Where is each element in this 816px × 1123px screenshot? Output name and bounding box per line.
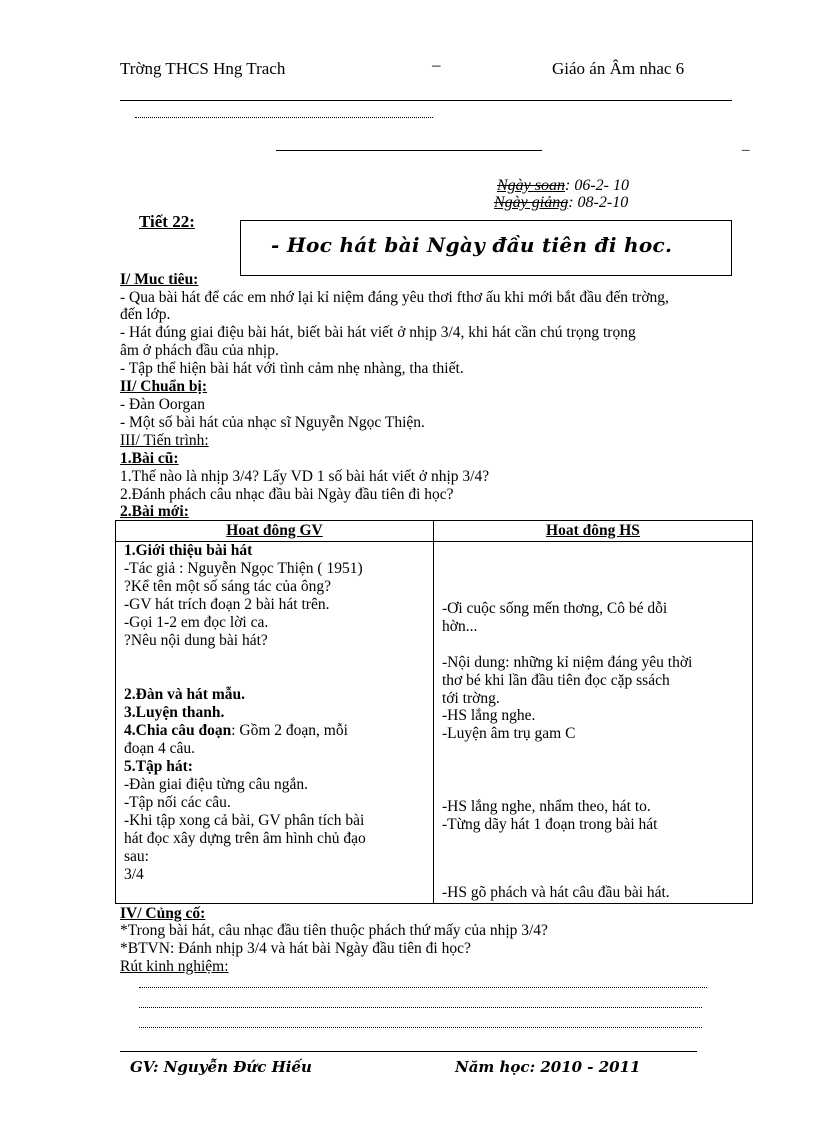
header-subject: Giáo án Âm nhac 6 xyxy=(552,59,685,78)
old-lesson-heading: 1.Bài cũ: xyxy=(120,450,179,467)
experience-dotted-line-3 xyxy=(139,1027,702,1028)
prep-date-value: : 06-2- 10 xyxy=(565,177,629,194)
experience-dotted-line-2 xyxy=(139,1007,702,1008)
lesson-title: - Hoc hát bài Ngày đầu tiên đi hoc. xyxy=(271,233,673,257)
hs-text-line: -HS lắng nghe. xyxy=(442,707,536,724)
prep-date xyxy=(497,177,629,195)
hs-text-line: hờn... xyxy=(442,618,478,635)
consolidation-line-1: *Trong bài hát, câu nhạc đầu tiên thuộc phách thứ mấy của nhịp 3/4? xyxy=(120,922,548,939)
objective-line-4: âm ở phách đầu của nhịp. xyxy=(120,342,279,359)
consolidation-heading: IV/ Củng cố: xyxy=(120,905,206,922)
gv-text-line: -Khi tập xong cả bài, GV phân tích bài xyxy=(124,812,365,829)
gv-activities-cell xyxy=(116,542,434,904)
hs-text-line: -HS gõ phách và hát câu đầu bài hát. xyxy=(442,884,670,901)
prep-date-label: Ngày soan xyxy=(497,177,565,194)
gv-section-4 xyxy=(124,722,348,740)
hs-text-line: -Từng dãy hát 1 đoạn trong bài hát xyxy=(442,816,658,833)
gv-text-line: -Đàn giai điệu từng câu ngắn. xyxy=(124,776,309,793)
gv-section-4-rest: : Gồm 2 đoạn, mỗi xyxy=(231,722,348,739)
gv-section-3-title: 3.Luyện thanh. xyxy=(124,704,225,721)
hs-text-line: tới trờng. xyxy=(442,690,500,707)
hs-text-line: -Nội dung: những kỉ niệm đáng yêu thời xyxy=(442,654,693,671)
gv-text-line: -Gọi 1-2 em đọc lời ca. xyxy=(124,614,269,631)
header-school: Trờng THCS Hng Trach xyxy=(120,59,286,78)
header-dash: – xyxy=(432,55,441,74)
gv-section-4-title: 4.Chia câu đoạn xyxy=(124,722,232,739)
old-lesson-question-2: 2.Đánh phách câu nhạc đầu bài Ngày đầu tiên đi học? xyxy=(120,486,454,503)
teach-date-value: : 08-2-10 xyxy=(568,194,629,211)
gv-text-line: ?Kể tên một số sáng tác của ông? xyxy=(124,578,332,595)
gv-text-line: sau: xyxy=(124,848,149,865)
activity-table xyxy=(115,520,753,904)
gv-text-line: 3/4 xyxy=(124,866,144,883)
experience-heading: Rút kinh nghiệm: xyxy=(120,958,229,975)
gv-text-line: -Tập nối các câu. xyxy=(124,794,231,811)
col-header-hs: Hoat đông HS xyxy=(434,521,753,542)
header-short-rule xyxy=(276,150,542,151)
footer-year: Năm học: 2010 - 2011 xyxy=(455,1058,641,1076)
objective-line-5: - Tập thể hiện bài hát với tình cảm nhẹ nhàng, tha thiết. xyxy=(120,360,464,377)
table-header-row xyxy=(116,521,753,542)
hs-activities-cell xyxy=(434,542,753,904)
table-row xyxy=(116,542,753,904)
objective-line-3: - Hát đúng giai điệu bài hát, biết bài hát viết ở nhịp 3/4, khi hát cần chú trọng trọng xyxy=(120,324,636,341)
lesson-title-box xyxy=(240,220,732,276)
preparation-heading: II/ Chuẩn bị: xyxy=(120,378,208,395)
objective-line-1: - Qua bài hát để các em nhớ lại kỉ niệm đáng yêu thơi fthơ ấu khi mới bắt đầu đến trờng, xyxy=(120,289,669,306)
col-header-gv: Hoat đông GV xyxy=(116,521,434,542)
hs-text-line: -HS lắng nghe, nhẩm theo, hát to. xyxy=(442,798,651,815)
margin-dash: – xyxy=(742,142,750,158)
hs-text-line: -Luyện âm trụ gam C xyxy=(442,725,576,742)
gv-text-line: hát đọc xây dựng trên âm hình chủ đạo xyxy=(124,830,366,847)
old-lesson-question-1: 1.Thế nào là nhịp 3/4? Lấy VD 1 số bài hát viết ở nhịp 3/4? xyxy=(120,468,490,485)
hs-text-line: thơ bé khi lần đầu tiên đọc cặp ssách xyxy=(442,672,670,689)
teach-date xyxy=(494,194,628,212)
preparation-line-1: - Đàn Oorgan xyxy=(120,396,205,413)
gv-text-line: -Tác giả : Nguyễn Ngọc Thiện ( 1951) xyxy=(124,560,363,577)
lesson-period: Tiết 22: xyxy=(139,212,195,231)
objectives-heading: I/ Muc tiêu: xyxy=(120,271,199,288)
teach-date-label: Ngày giảng xyxy=(494,194,569,211)
preparation-line-2: - Một số bài hát của nhạc sĩ Nguyễn Ngọc Thiện. xyxy=(120,414,425,431)
gv-text-line: đoạn 4 câu. xyxy=(124,740,196,757)
objective-line-2: đến lớp. xyxy=(120,306,171,323)
footer-rule xyxy=(120,1051,697,1052)
footer-teacher: GV: Nguyễn Đức Hiếu xyxy=(130,1058,312,1076)
gv-section-5-title: 5.Tập hát: xyxy=(124,758,193,775)
new-lesson-heading: 2.Bài mới: xyxy=(120,503,189,520)
gv-section-1-title: 1.Giới thiệu bài hát xyxy=(124,542,253,559)
experience-dotted-line-1 xyxy=(139,987,707,988)
hs-text-line: -Ơi cuộc sống mến thơng, Cô bé dỗi xyxy=(442,600,668,617)
process-heading: III/ Tiến trình: xyxy=(120,432,209,449)
gv-text-line: -GV hát trích đoạn 2 bài hát trên. xyxy=(124,596,330,613)
gv-text-line: ?Nêu nội dung bài hát? xyxy=(124,632,268,649)
header-dotted-line xyxy=(135,117,433,118)
gv-section-2-title: 2.Đàn và hát mẫu. xyxy=(124,686,246,703)
consolidation-line-2: *BTVN: Đánh nhịp 3/4 và hát bài Ngày đầu tiên đi học? xyxy=(120,940,471,957)
header-rule xyxy=(120,100,732,101)
